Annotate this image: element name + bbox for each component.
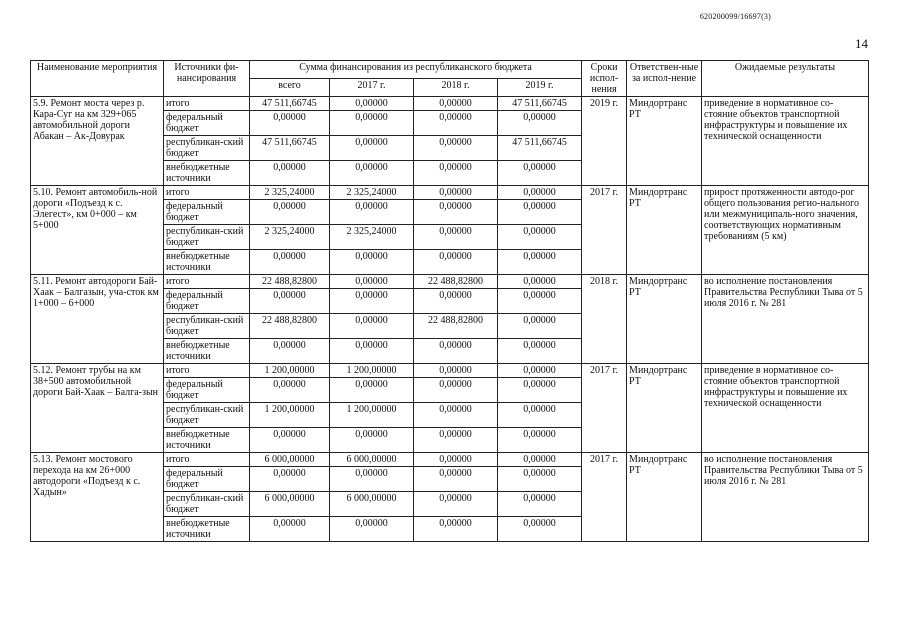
amount-total: 6 000,00000	[250, 453, 330, 467]
amount-2017: 0,00000	[330, 517, 414, 542]
amount-2019: 0,00000	[498, 467, 582, 492]
amount-total: 0,00000	[250, 339, 330, 364]
amount-total: 0,00000	[250, 378, 330, 403]
amount-total: 0,00000	[250, 517, 330, 542]
deadline: 2017 г.	[582, 453, 627, 542]
amount-2018: 0,00000	[414, 225, 498, 250]
expected-result: приведение в нормативное со-стояние объектов транспортной инфраструктуры и повышение их технической оснащенности	[702, 364, 869, 453]
amount-2018: 0,00000	[414, 289, 498, 314]
amount-2018: 0,00000	[414, 200, 498, 225]
amount-2017: 6 000,00000	[330, 492, 414, 517]
page-number: 14	[855, 36, 868, 51]
amount-total: 1 200,00000	[250, 403, 330, 428]
deadline: 2017 г.	[582, 186, 627, 275]
amount-2019: 0,00000	[498, 314, 582, 339]
source-label: федеральный бюджет	[164, 289, 250, 314]
header-responsible: Ответствен-ные за испол-нение	[627, 61, 702, 97]
amount-total: 6 000,00000	[250, 492, 330, 517]
event-name: 5.10. Ремонт автомобиль-ной дороги «Подъезд к с. Элегест», км 0+000 – км 5+000	[31, 186, 164, 275]
amount-2017: 0,00000	[330, 339, 414, 364]
source-label: внебюджетные источники	[164, 250, 250, 275]
source-label: итого	[164, 275, 250, 289]
amount-total: 2 325,24000	[250, 225, 330, 250]
source-label: внебюджетные источники	[164, 339, 250, 364]
responsible: Миндортранс РТ	[627, 364, 702, 453]
amount-2017: 0,00000	[330, 289, 414, 314]
amount-2018: 0,00000	[414, 378, 498, 403]
amount-2019: 0,00000	[498, 364, 582, 378]
header-2018: 2018 г.	[414, 79, 498, 97]
amount-2019: 0,00000	[498, 339, 582, 364]
amount-total: 47 511,66745	[250, 136, 330, 161]
deadline: 2019 г.	[582, 97, 627, 186]
amount-2019: 0,00000	[498, 161, 582, 186]
document-id: 620200099/16697(3)	[699, 12, 771, 21]
amount-total: 0,00000	[250, 467, 330, 492]
amount-total: 0,00000	[250, 111, 330, 136]
header-results: Ожидаемые результаты	[702, 61, 869, 97]
header-2017: 2017 г.	[330, 79, 414, 97]
responsible: Миндортранс РТ	[627, 453, 702, 542]
amount-2019: 0,00000	[498, 250, 582, 275]
deadline: 2017 г.	[582, 364, 627, 453]
amount-2018: 0,00000	[414, 453, 498, 467]
amount-2018: 0,00000	[414, 111, 498, 136]
amount-2017: 0,00000	[330, 161, 414, 186]
amount-2017: 0,00000	[330, 275, 414, 289]
source-label: республикан-ский бюджет	[164, 136, 250, 161]
amount-total: 1 200,00000	[250, 364, 330, 378]
amount-2017: 1 200,00000	[330, 364, 414, 378]
amount-2019: 0,00000	[498, 517, 582, 542]
amount-2019: 0,00000	[498, 200, 582, 225]
amount-2019: 0,00000	[498, 275, 582, 289]
source-label: внебюджетные источники	[164, 428, 250, 453]
financing-table	[30, 60, 869, 542]
amount-2018: 0,00000	[414, 161, 498, 186]
event-name: 5.9. Ремонт моста через р. Кара-Суг на км 329+065 автомобильной дороги Абакан – Ак-Довурак	[31, 97, 164, 186]
source-label: республикан-ский бюджет	[164, 314, 250, 339]
amount-2017: 6 000,00000	[330, 453, 414, 467]
source-label: федеральный бюджет	[164, 200, 250, 225]
event-name: 5.13. Ремонт мостового перехода на км 26+000 автодороги «Подъезд к с. Хадын»	[31, 453, 164, 542]
amount-2017: 0,00000	[330, 97, 414, 111]
amount-total: 22 488,82800	[250, 275, 330, 289]
amount-2019: 47 511,66745	[498, 97, 582, 111]
amount-total: 0,00000	[250, 200, 330, 225]
expected-result: приведение в нормативное со-стояние объектов транспортной инфраструктуры и повышение их технической оснащенности	[702, 97, 869, 186]
amount-2017: 1 200,00000	[330, 403, 414, 428]
amount-2017: 2 325,24000	[330, 186, 414, 200]
amount-2018: 22 488,82800	[414, 314, 498, 339]
table-row	[31, 275, 869, 289]
amount-2018: 0,00000	[414, 517, 498, 542]
table-row	[31, 97, 869, 111]
amount-2019: 0,00000	[498, 186, 582, 200]
source-label: итого	[164, 364, 250, 378]
table-row	[31, 453, 869, 467]
source-label: итого	[164, 97, 250, 111]
expected-result: во исполнение постановления Правительства Республики Тыва от 5 июля 2016 г. № 281	[702, 453, 869, 542]
amount-2019: 0,00000	[498, 378, 582, 403]
amount-2018: 22 488,82800	[414, 275, 498, 289]
header-2019: 2019 г.	[498, 79, 582, 97]
table-row	[31, 364, 869, 378]
header-sum-group: Сумма финансирования из республиканского бюджета	[250, 61, 582, 79]
amount-2017: 0,00000	[330, 200, 414, 225]
source-label: федеральный бюджет	[164, 467, 250, 492]
amount-2017: 0,00000	[330, 314, 414, 339]
event-name: 5.12. Ремонт трубы на км 38+500 автомобильной дороги Бай-Хаак – Балга-зын	[31, 364, 164, 453]
amount-2017: 0,00000	[330, 250, 414, 275]
amount-2017: 2 325,24000	[330, 225, 414, 250]
amount-2018: 0,00000	[414, 467, 498, 492]
amount-2018: 0,00000	[414, 136, 498, 161]
source-label: итого	[164, 453, 250, 467]
amount-2018: 0,00000	[414, 492, 498, 517]
amount-2018: 0,00000	[414, 428, 498, 453]
source-label: федеральный бюджет	[164, 378, 250, 403]
source-label: внебюджетные источники	[164, 517, 250, 542]
amount-total: 2 325,24000	[250, 186, 330, 200]
amount-total: 47 511,66745	[250, 97, 330, 111]
source-label: внебюджетные источники	[164, 161, 250, 186]
amount-total: 22 488,82800	[250, 314, 330, 339]
amount-2019: 47 511,66745	[498, 136, 582, 161]
responsible: Миндортранс РТ	[627, 186, 702, 275]
amount-2018: 0,00000	[414, 186, 498, 200]
amount-2019: 0,00000	[498, 289, 582, 314]
responsible: Миндортранс РТ	[627, 97, 702, 186]
table-row	[31, 186, 869, 200]
amount-total: 0,00000	[250, 428, 330, 453]
source-label: итого	[164, 186, 250, 200]
amount-2017: 0,00000	[330, 428, 414, 453]
expected-result: во исполнение постановления Правительства Республики Тыва от 5 июля 2016 г. № 281	[702, 275, 869, 364]
responsible: Миндортранс РТ	[627, 275, 702, 364]
deadline: 2018 г.	[582, 275, 627, 364]
source-label: республикан-ский бюджет	[164, 225, 250, 250]
amount-2019: 0,00000	[498, 428, 582, 453]
amount-2017: 0,00000	[330, 467, 414, 492]
amount-2018: 0,00000	[414, 403, 498, 428]
amount-2019: 0,00000	[498, 225, 582, 250]
amount-2019: 0,00000	[498, 453, 582, 467]
amount-2018: 0,00000	[414, 97, 498, 111]
source-label: республикан-ский бюджет	[164, 403, 250, 428]
amount-2019: 0,00000	[498, 403, 582, 428]
amount-2017: 0,00000	[330, 136, 414, 161]
amount-2017: 0,00000	[330, 378, 414, 403]
source-label: республикан-ский бюджет	[164, 492, 250, 517]
header-name: Наименование мероприятия	[31, 61, 164, 97]
source-label: федеральный бюджет	[164, 111, 250, 136]
amount-total: 0,00000	[250, 289, 330, 314]
header-total: всего	[250, 79, 330, 97]
amount-2018: 0,00000	[414, 250, 498, 275]
event-name: 5.11. Ремонт автодороги Бай-Хаак – Балгазын, уча-сток км 1+000 – 6+000	[31, 275, 164, 364]
amount-2017: 0,00000	[330, 111, 414, 136]
amount-total: 0,00000	[250, 250, 330, 275]
amount-2019: 0,00000	[498, 111, 582, 136]
header-deadline: Сроки испол-нения	[582, 61, 627, 97]
amount-total: 0,00000	[250, 161, 330, 186]
amount-2018: 0,00000	[414, 364, 498, 378]
amount-2018: 0,00000	[414, 339, 498, 364]
header-sources: Источники фи-нансирования	[164, 61, 250, 97]
expected-result: прирост протяженности автодо-рог общего пользования регио-нального или межмуниципаль-ного значения, соответствующих нормативным требованиям (5 км)	[702, 186, 869, 275]
amount-2019: 0,00000	[498, 492, 582, 517]
